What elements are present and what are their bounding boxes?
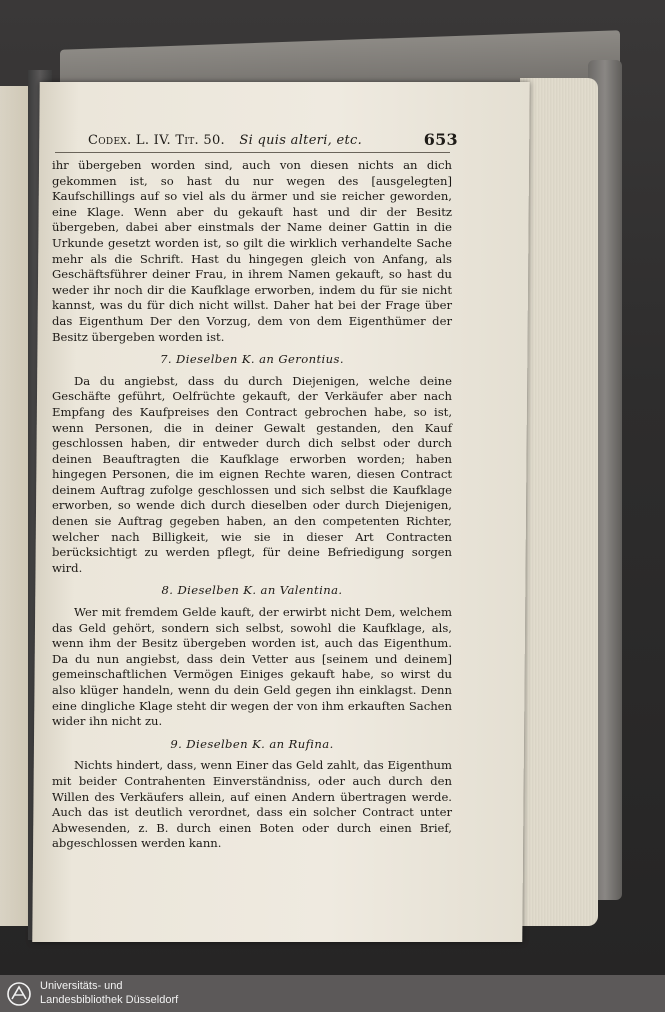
footer-line-1: Universitäts- und — [40, 980, 123, 992]
header-reference: Codex. L. IV. Tit. 50. — [88, 133, 225, 148]
paragraph-3: Wer mit fremdem Gelde kauft, der erwirbt nicht Dem, welchem das Geld gehört, sondern sich selbst, sowohl die Kaufklage, als, wenn ihm der Besitz übergeben worden ist, auch das Eigenthum. Da du nun angiebst, dass dein Vetter aus [seinem und deinem] gemeinschaftlichen Vermögen Einiges gekauft habe, so wirst du also klüger handeln, wenn du dein Geld gegen ihn einklagst. Denn eine dingliche Klage steht dir wegen der von ihm erkauften Sachen wider ihn nicht zu. — [52, 605, 452, 729]
page-number: 653 — [423, 130, 458, 149]
paragraph-1: ihr übergeben worden sind, auch von diesen nichts an dich gekommen ist, so hast du nur wegen des [ausgelegten] Kaufschillings auf so viel als du ärmer und sie reicher geworden, eine Klage. Wenn aber du gekauft hast und dir der Besitz übergeben, dabei aber einstmals der Name deiner Gattin in die Urkunde gesetzt worden ist, so gilt die wirklich verhandelte Sache mehr als die Schrift. Hast du hingegen gleich von Anfang, als Geschäftsführer deiner Frau, in ihrem Namen gekauft, so hast du weder ihr noch dir die Kaufklage erworben, indem du für sie nicht kannst, was du für dich nicht willst. Daher hat bei der Frage über das Eigenthum Der den Vorzug, dem von dem Eigenthümer der Besitz übergeben worden ist. — [52, 158, 452, 344]
paragraph-4: Nichts hindert, dass, wenn Einer das Geld zahlt, das Eigenthum mit beider Contrahenten Einverständniss, oder auch durch den Willen des Verkäufers allein, auf einen Andern übertragen werde. Auch das ist deutlich verordnet, dass ein solcher Contract unter Abwesenden, z. B. durch einen Boten oder durch einen Brief, abgeschlossen werden kann. — [52, 758, 452, 851]
library-footer — [0, 975, 665, 1012]
paragraph-2: Da du angiebst, dass du durch Diejenigen, welche deine Geschäfte geführt, Oelfrüchte gekauft, der Verkäufer aber nach Empfang des Kaufpreises den Contract gebrochen habe, so ist, wenn Personen, die in deiner Gewalt gestanden, den Kauf geschlossen haben, dir entweder durch dich selbst oder durch deinen Beauftragten die Kaufklage erworben worden; haben hingegen Personen, die im eignen Rechte waren, diesen Contract deinem Auftrag zufolge geschlossen und sich selbst die Kaufklage erworben, so wende dich durch dieselben oder durch Diejenigen, denen sie Auftrag gegeben haben, an den competenten Richter, welcher nach Billigkeit, wie sie in dieser Art Contracten berücksichtigt zu werden pflegt, für deine Befriedigung sorgen wird. — [52, 373, 452, 575]
footer-line-2: Landesbibliothek Düsseldorf — [40, 994, 179, 1006]
library-logo-icon — [6, 981, 32, 1007]
page-text — [52, 158, 452, 852]
page-edges — [520, 78, 598, 926]
section-heading-9: 9. Dieselben K. an Rufina. — [170, 736, 334, 751]
section-heading-8: 8. Dieselben K. an Valentina. — [161, 583, 343, 598]
header-title: Si quis alteri, etc. — [239, 133, 363, 148]
header-rule — [55, 152, 450, 153]
section-heading-7: 7. Dieselben K. an Gerontius. — [160, 352, 344, 367]
